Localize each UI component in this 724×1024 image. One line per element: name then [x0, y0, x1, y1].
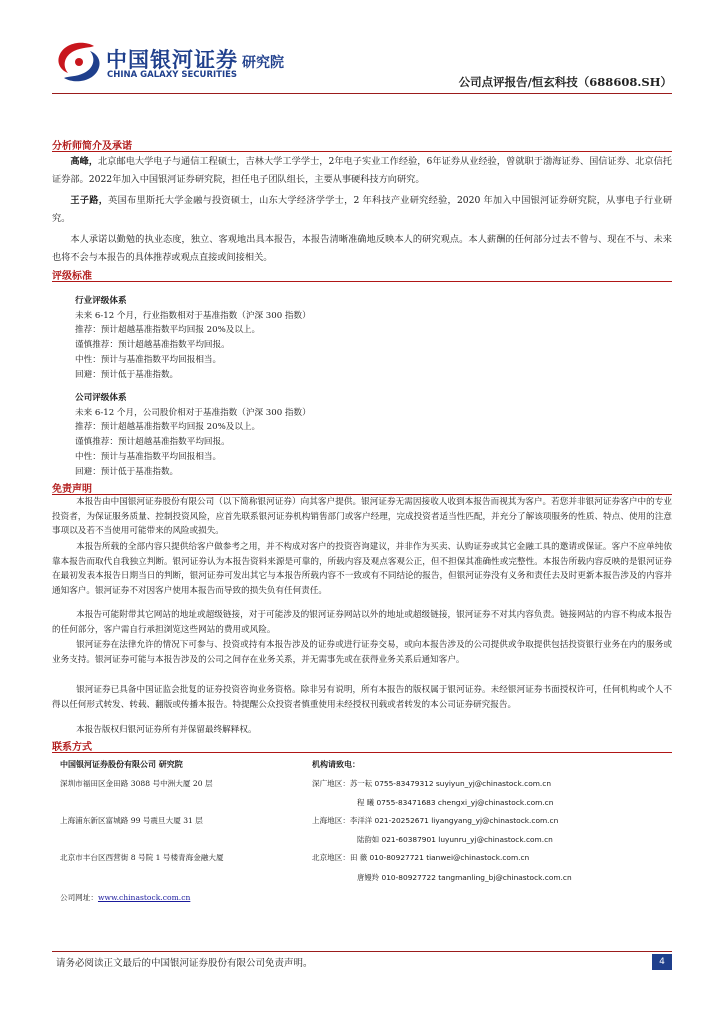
analyst-section-title: 分析师简介及承诺	[52, 141, 132, 152]
contact-entry[interactable]: 苏一耘 0755-83479312 suyiyun_yj@chinastock.com.cn	[349, 779, 552, 788]
disclaimer-paragraph: 本报告可能附带其它网站的地址或超级链接，对于可能涉及的银河证券网站以外的地址或超级链接，银河证券不对其内容负责。链接网站的内容不构成本报告的任何部分，客户需自行承担浏览这些网站的费用或风险。	[52, 610, 672, 635]
industry-rating-title: 行业评级体系	[75, 296, 127, 306]
industry-rating-line: 未来 6-12 个月，行业指数相对于基准指数（沪深 300 指数）	[75, 310, 311, 321]
region-shanghai	[312, 816, 558, 826]
analyst-commitment: 本人承诺以勤勉的执业态度，独立、客观地出具本报告，本报告清晰准确地反映本人的研究观点。本人薪酬的任何部分过去不曾与、现在不与、未来也将不会与本报告的具体推荐或观点直接或间接相关。	[52, 234, 672, 263]
analyst-name-2: 王子路，	[70, 195, 109, 206]
logo-english-name: CHINA GALAXY SECURITIES	[107, 70, 238, 80]
company-rating-line: 中性：预计与基准指数平均回报相当。	[75, 451, 222, 462]
disclaimer-section-title: 免责声明	[52, 484, 92, 495]
company-rating-line: 推荐：预计超越基准指数平均回报 20%及以上。	[75, 422, 261, 433]
address-shanghai: 上海浦东新区富城路 99 号震旦大厦 31 层	[60, 816, 203, 825]
contact-left-column	[60, 759, 183, 769]
company-rating-line: 未来 6-12 个月，公司股价相对于基准指数（沪深 300 指数）	[75, 407, 311, 418]
disclaimer-paragraph: 本报告版权归银河证券所有并保留最终解释权。	[76, 725, 257, 735]
disclaimer-paragraph: 银河证券在法律允许的情况下可参与、投资或持有本报告涉及的证券或进行证券交易，或向本报告涉及的公司提供或争取提供包括投资银行业务在内的服务或业务支持。银河证券可能与本报告涉及的公司之间存在业务关系，并无需事先或在获得业务关系后通知客户。	[52, 640, 672, 665]
industry-rating-line: 谨慎推荐：预计超越基准指数平均回报。	[75, 340, 230, 351]
institution-contact-title: 机构请致电：	[312, 759, 360, 769]
website-link[interactable]: www.chinastock.com.cn	[97, 893, 191, 902]
company-website	[60, 893, 190, 903]
industry-rating-line: 推荐：预计超越基准指数平均回报 20%及以上。	[75, 325, 261, 336]
analyst-paragraph-1	[52, 153, 672, 189]
footer-disclaimer-note: 请务必阅读正文最后的中国银河证券股份有限公司免责声明。	[56, 958, 313, 969]
region-shenzhen	[312, 779, 551, 789]
page-number: 4	[652, 954, 672, 970]
report-title: 公司点评报告/恒玄科技（688608.SH）	[458, 75, 672, 89]
contact-entry[interactable]: 陆韵如 021-60387901 luyunru_yj@chinastock.com.cn	[357, 835, 553, 844]
footer-divider	[52, 951, 672, 952]
section-divider	[52, 281, 672, 282]
company-rating-block	[75, 391, 311, 479]
region-label: 北京地区：	[312, 853, 350, 862]
analyst-bio-2: 英国布里斯托大学金融与投资硕士，山东大学经济学学士，2 年科技产业研究经验，2020 年加入中国银河证券研究院，从事电子行业研究。	[52, 195, 673, 224]
header-divider	[52, 93, 672, 94]
region-label: 深广地区：	[312, 779, 350, 788]
industry-rating-line: 中性：预计与基准指数平均回报相当。	[75, 354, 222, 365]
section-divider	[52, 752, 672, 753]
disclaimer-paragraph: 本报告由中国银河证券股份有限公司（以下简称银河证券）向其客户提供。银河证券无需因接收人收到本报告而视其为客户。若您并非银河证券客户中的专业投资者，为保证服务质量、控制投资风险，应首先联系银河证券机构销售部门或客户经理，完成投资者适当性匹配，并充分了解该项服务的性质、特点、使用的注意事项以及若不当使用可能带来的风险或损失。	[52, 497, 672, 537]
logo-institute-name: 研究院	[242, 55, 284, 71]
contact-section-title: 联系方式	[52, 742, 92, 753]
company-rating-line: 谨慎推荐：预计超越基准指数平均回报。	[75, 437, 230, 448]
analyst-bio-1: 北京邮电大学电子与通信工程硕士，吉林大学工学学士，2年电子实业工作经验，6年证券从业经验，曾就职于渤海证券、国信证券、北京信托证券部。2022年加入中国银河证券研究院，担任电子团队组长，主要从事硬科技方向研究。	[52, 156, 672, 185]
disclaimer-paragraph: 本报告所载的全部内容只提供给客户做参考之用，并不构成对客户的投资咨询建议，并非作为买卖、认购证券或其它金融工具的邀请或保证。客户不应单纯依靠本报告而取代自我独立判断。银河证券认为本报告资料来源是可靠的，所载内容及观点客观公正，但不担保其准确性或完整性。本报告所载内容反映的是银河证券在最初发表本报告日期当日的判断，银河证券可发出其它与本报告所载内容不一致或有不同结论的报告，但银河证券没有义务和责任去及时更新本报告涉及的内容并通知客户。银河证券不对因客户使用本报告而导致的损失负有任何责任。	[52, 542, 672, 597]
rating-section-title: 评级标准	[52, 271, 92, 282]
address-beijing: 北京市丰台区西营街 8 号院 1 号楼青海金融大厦	[60, 853, 224, 862]
disclaimer-paragraph: 银河证券已具备中国证监会批复的证券投资咨询业务资格。除非另有说明，所有本报告的版权属于银河证券。未经银河证券书面授权许可，任何机构或个人不得以任何形式转发、转载、翻版或传播本报告。特提醒公众投资者慎重使用未经授权刊载或者转发的本公司证券研究报告。	[52, 685, 672, 710]
logo-chinese-name: 中国银河证券	[106, 48, 238, 72]
contact-entry[interactable]: 唐嫚羚 010-80927722 tangmanling_bj@chinastock.com.cn	[357, 873, 572, 882]
contact-entry[interactable]: 程 曦 0755-83471683 chengxi_yj@chinastock.com.cn	[357, 798, 554, 807]
company-rating-line: 回避：预计低于基准指数。	[75, 466, 179, 477]
region-label: 上海地区：	[312, 816, 350, 825]
website-label: 公司网址：	[60, 893, 98, 902]
section-divider	[52, 151, 672, 152]
industry-rating-line: 回避：预计低于基准指数。	[75, 369, 179, 380]
contact-entry[interactable]: 田 薇 010-80927721 tianwei@chinastock.com.cn	[349, 853, 530, 862]
region-beijing	[312, 853, 529, 863]
analyst-paragraph-2	[52, 192, 672, 228]
analyst-name-1: 高峰，	[70, 156, 99, 167]
company-rating-title: 公司评级体系	[75, 393, 127, 403]
company-logo-icon	[54, 40, 104, 84]
company-contact-title: 中国银河证券股份有限公司 研究院	[60, 759, 183, 769]
address-shenzhen: 深圳市福田区金田路 3088 号中洲大厦 20 层	[60, 779, 213, 788]
contact-entry[interactable]: 李洋洋 021-20252671 liyangyang_yj@chinastock.com.cn	[349, 816, 559, 825]
industry-rating-block	[75, 294, 311, 382]
